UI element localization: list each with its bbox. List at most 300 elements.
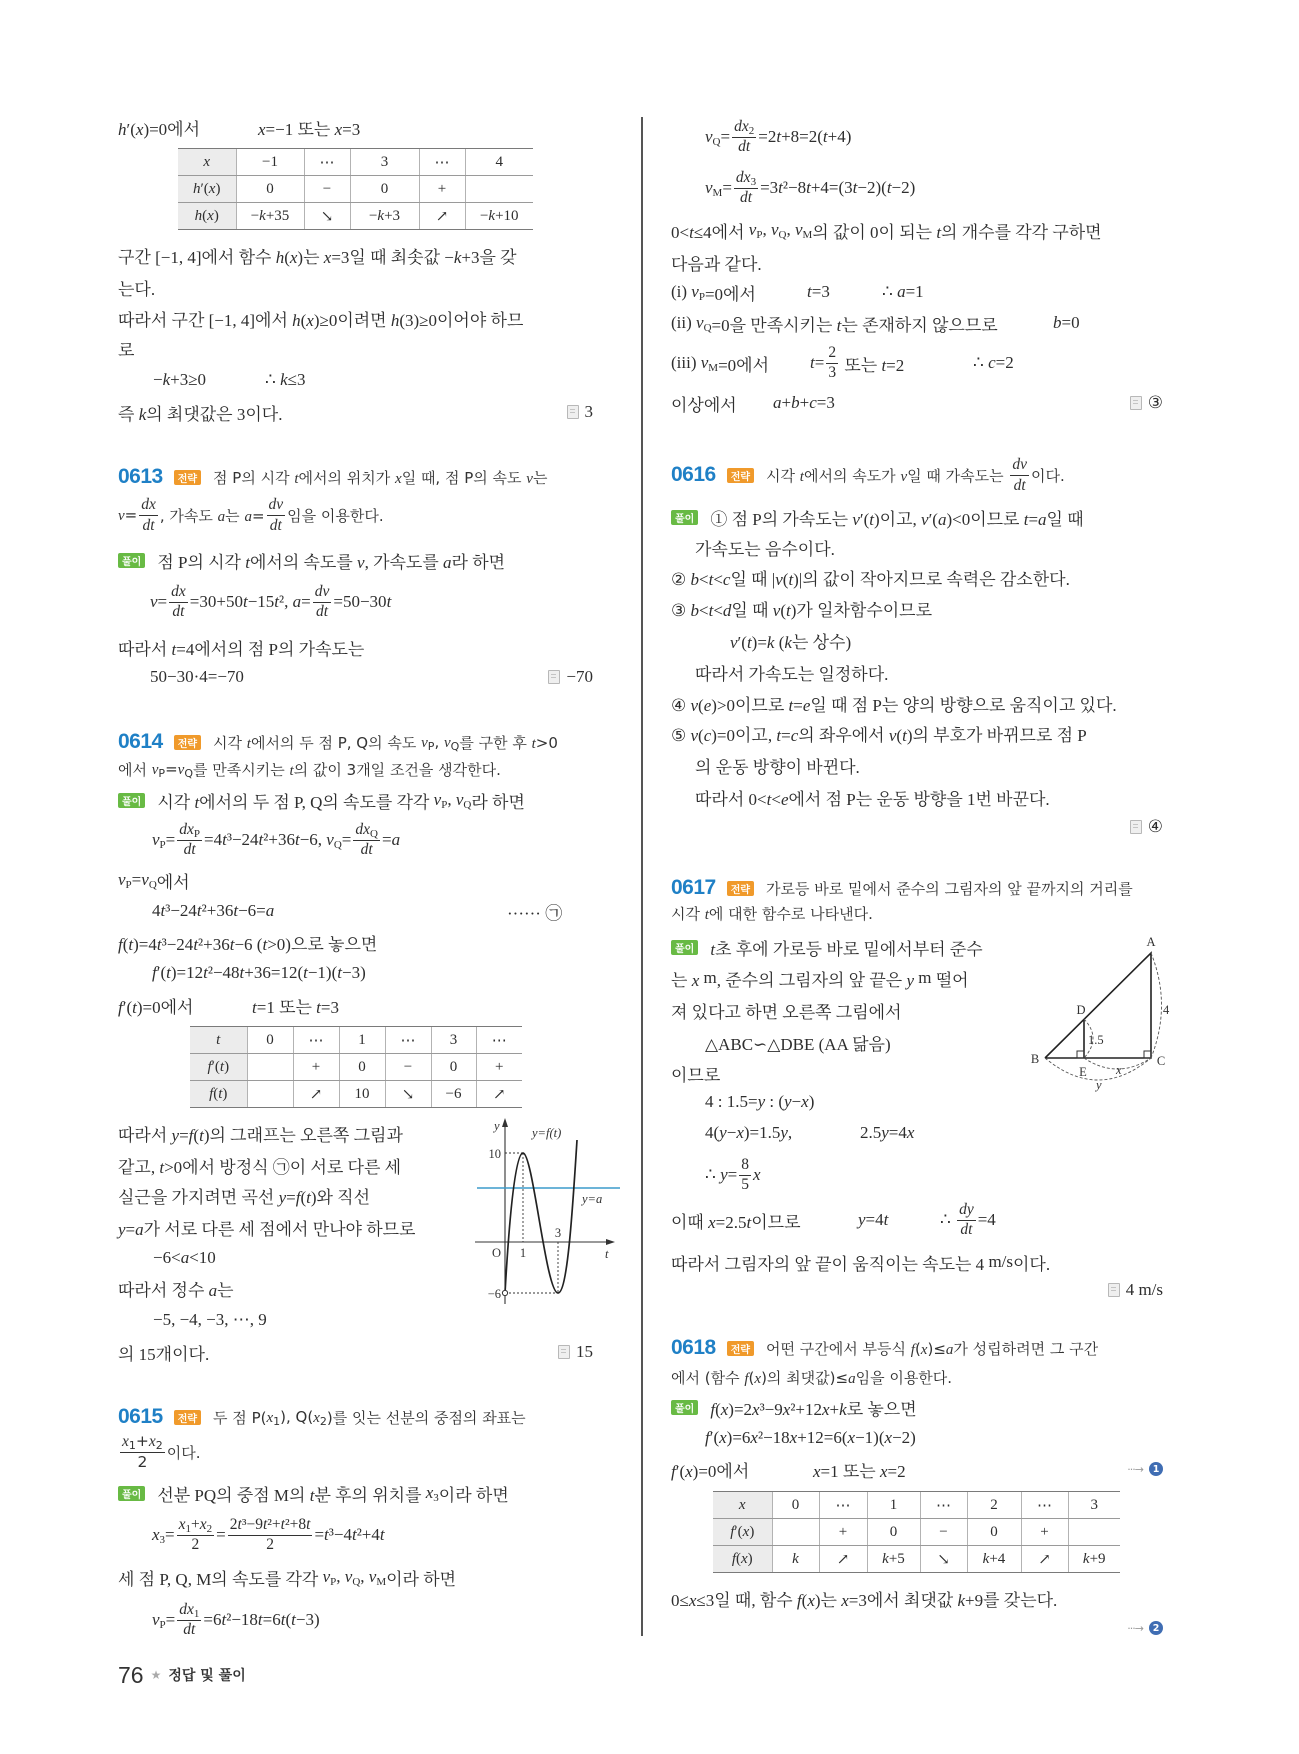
text-fragment: − <box>726 1123 737 1142</box>
text-line <box>671 963 969 993</box>
math-variable: y <box>171 1125 180 1145</box>
text-fragment: +4=(3 <box>810 178 853 197</box>
answer-icon <box>1130 820 1142 834</box>
math-variable: x <box>688 1590 697 1610</box>
text-run <box>758 127 851 147</box>
math-variable: a <box>848 1370 856 1387</box>
math-variable: e <box>780 789 789 809</box>
text-run <box>671 903 873 924</box>
text-run <box>671 691 1117 716</box>
math-variable: dt <box>738 137 751 155</box>
text-fragment: : ( <box>765 1092 784 1111</box>
math-variable: dt <box>269 516 282 534</box>
symbol-base <box>691 282 699 301</box>
text-fragment: 4( <box>705 1123 720 1142</box>
text-fragment: )≤ <box>927 1339 946 1358</box>
text-fragment: 는 <box>217 1280 234 1300</box>
text-fragment: ( <box>285 1610 292 1629</box>
text-run <box>213 732 421 753</box>
symbol-subscript: Q <box>148 879 157 891</box>
math-variable: t <box>379 1525 385 1544</box>
math-variable: x <box>266 1409 274 1426</box>
text-run <box>150 592 167 612</box>
text-fragment: )의 그래프는 오른쪽 그림과 <box>203 1125 403 1145</box>
text-fragment: 로 놓으면 <box>846 1399 917 1419</box>
text-fragment: ( <box>202 207 208 224</box>
fraction-numerator <box>177 822 202 841</box>
text-run <box>190 592 311 612</box>
text-fragment: 에서의 속도를 <box>249 552 358 572</box>
text-fragment: ∴ <box>882 282 898 301</box>
text-line <box>118 1180 370 1210</box>
math-variable: x <box>135 119 144 139</box>
symbol-subscript: P <box>125 879 132 891</box>
fraction-denominator <box>958 1221 974 1239</box>
text-run <box>152 901 274 921</box>
math-variable: v <box>705 127 713 146</box>
subscripted-symbol <box>141 870 157 890</box>
text-fragment: + <box>799 393 810 412</box>
math-variable: v <box>421 734 428 751</box>
math-variable: k <box>377 207 385 224</box>
text-fragment: = <box>301 592 311 611</box>
text-fragment: 2.5 <box>860 1123 882 1142</box>
symbol-subscript: P <box>441 799 448 811</box>
text-fragment: 를 구한 후 <box>459 733 532 752</box>
text-fragment: =30+50 <box>189 592 243 611</box>
table-cell: + <box>819 1519 867 1546</box>
math-variable: t <box>289 762 294 779</box>
table-cell: ↗ <box>293 1081 339 1108</box>
fraction-denominator <box>359 841 375 859</box>
equation-tag <box>507 896 562 926</box>
solution-text <box>157 1481 508 1506</box>
symbol-subscript: 1 <box>273 1414 281 1428</box>
subscripted-symbol <box>771 220 787 240</box>
math-variable: t <box>218 1085 223 1102</box>
math-variable: t <box>351 1525 357 1544</box>
text-run: =4 <box>977 1210 996 1229</box>
text-run: =0에서 <box>718 355 770 375</box>
text-fragment: ( <box>193 1125 200 1145</box>
math-variable: k <box>982 1550 990 1567</box>
symbol-subscript: P <box>158 766 166 780</box>
text-fragment: = <box>314 1525 325 1544</box>
text-fragment: =6 <box>203 1610 222 1629</box>
math-variable: t <box>237 1515 242 1533</box>
text-fragment: 0< <box>671 222 690 242</box>
text-line <box>671 1583 1057 1613</box>
math-variable: f <box>118 997 123 1017</box>
text-fragment: ( <box>698 695 704 715</box>
text-fragment: 선분 PQ의 중점 M의 <box>157 1485 310 1505</box>
math-variable: dx <box>355 820 371 838</box>
text-fragment: < <box>713 600 723 620</box>
math-variable: y <box>719 1123 727 1142</box>
math-variable: t <box>132 997 137 1017</box>
choice-line <box>671 562 1070 592</box>
text-run <box>712 311 998 336</box>
text-fragment: )=0에서 <box>136 997 194 1017</box>
text-fragment: ) <box>747 1550 753 1567</box>
fraction <box>739 1157 751 1193</box>
text-fragment: ( <box>284 247 290 267</box>
solution-text <box>710 1395 916 1420</box>
text-run: 의 운동 방향이 바뀐다. <box>695 757 860 777</box>
text-line <box>118 1118 403 1148</box>
fraction-denominator <box>738 189 754 207</box>
text-run <box>184 842 196 859</box>
fraction-numerator <box>267 496 286 516</box>
table-cell <box>713 1519 772 1546</box>
text-run <box>382 830 400 850</box>
math-variable: a <box>1038 509 1047 529</box>
math-variable: x <box>879 1461 888 1481</box>
text-fragment: 에서의 두 점 P, Q의 속도를 각각 <box>199 792 434 812</box>
symbol-base <box>696 313 704 332</box>
text-fragment: )= <box>751 632 767 652</box>
math-variable: t <box>306 1515 311 1533</box>
symbol-subscript: P <box>193 827 201 840</box>
star-icon: ★ <box>150 1668 162 1682</box>
text-fragment: ³−24 <box>165 901 197 920</box>
fraction <box>1010 456 1029 494</box>
strategy-badge: 전략 <box>174 1410 201 1425</box>
text-run: ······ ㉠ <box>507 903 563 923</box>
fraction-numerator <box>120 1433 165 1453</box>
case-line <box>671 348 769 378</box>
math-variable: a <box>135 1219 144 1239</box>
symbol-subscript: Q <box>703 322 712 334</box>
formula-line <box>152 820 401 858</box>
text-fragment: ′( <box>928 509 938 529</box>
text-run <box>118 1215 415 1240</box>
subscripted-symbol <box>326 830 342 850</box>
text-run <box>671 218 749 243</box>
problem-header <box>118 462 547 492</box>
text-fragment: ≤3 <box>287 370 306 389</box>
text-fragment: 시각 <box>766 466 800 485</box>
text-fragment: +12=6( <box>797 1428 848 1447</box>
text-fragment: =4 <box>204 830 223 849</box>
step-marker-1 <box>1127 1454 1163 1484</box>
text-run: , <box>336 1567 345 1586</box>
text-fragment: 따라서 <box>118 639 172 659</box>
strategy-badge: 전략 <box>174 735 201 750</box>
text-fragment: 일 때 점 P는 양의 방향으로 움직이고 있다. <box>810 695 1117 715</box>
table-cell: 3 <box>1068 1492 1120 1519</box>
text-fragment: ≤3일 때, 함수 <box>696 1590 797 1610</box>
math-variable: v <box>690 695 699 715</box>
math-variable: t <box>239 963 245 982</box>
math-variable: v <box>696 313 704 332</box>
math-variable: v <box>748 220 757 239</box>
text-line <box>118 1150 401 1180</box>
math-variable: v <box>141 870 149 889</box>
table-cell: 0 <box>236 176 304 203</box>
problem-number: 0614 <box>118 730 163 753</box>
text-run: = <box>165 1525 175 1544</box>
text-fragment: ²−18 <box>757 1428 790 1447</box>
text-fragment: )와 직선 <box>310 1187 371 1207</box>
solution-line <box>118 785 525 815</box>
symbol-base <box>200 1516 207 1533</box>
text-fragment: ( <box>300 310 307 330</box>
dotted-arrow-icon: ···→ <box>1127 1462 1143 1476</box>
text-run <box>760 178 915 198</box>
math-variable: x <box>906 1123 915 1142</box>
text-run <box>960 1222 972 1239</box>
text-fragment: 또는 <box>840 355 882 375</box>
subscripted-symbol <box>178 760 193 779</box>
subscripted-symbol <box>152 1610 166 1630</box>
strategy-badge: 전략 <box>727 1341 754 1356</box>
text-run <box>753 1165 761 1185</box>
fraction-numerator <box>732 119 756 138</box>
text-fragment: ( <box>698 725 704 745</box>
symbol-subscript: Q <box>352 1576 361 1588</box>
table-cell: 3 <box>431 1027 476 1054</box>
strategy-text <box>766 1338 1098 1359</box>
text-fragment: ( <box>801 1590 808 1610</box>
math-variable: a <box>937 509 947 529</box>
formula-line <box>730 625 851 655</box>
subscripted-symbol <box>705 178 722 198</box>
text-fragment: =0을 만족시키는 <box>711 315 837 335</box>
text-fragment: ( <box>122 934 129 954</box>
strategy-text <box>213 1407 526 1428</box>
text-fragment: = <box>1028 509 1039 529</box>
math-variable: y <box>906 970 914 990</box>
text-fragment: − <box>479 207 489 224</box>
math-variable: dt <box>172 602 185 620</box>
symbol-base <box>141 870 149 889</box>
table-cell: 10 <box>339 1081 385 1108</box>
subscripted-symbol <box>323 1567 337 1587</box>
text-fragment: )≥0이려면 <box>313 310 391 330</box>
text-fragment: +9 <box>1089 1550 1106 1567</box>
table-cell <box>772 1546 819 1573</box>
subscripted-symbol <box>266 1408 280 1427</box>
table-cell: ⋯ <box>819 1492 867 1519</box>
choice-line <box>671 593 932 623</box>
symbol-base <box>705 127 713 146</box>
text-run <box>705 1165 737 1185</box>
math-variable: a <box>897 282 906 301</box>
math-variable: k <box>957 1590 966 1610</box>
upright-run: m <box>703 968 717 987</box>
text-run: 두 점 P( <box>213 1408 267 1427</box>
text-run: 2 <box>191 1535 200 1553</box>
table-cell <box>465 176 533 203</box>
math-variable: x <box>884 1428 893 1447</box>
text-fragment: 에서 점 P는 운동 방향을 1번 바꾼다. <box>788 789 1050 809</box>
text-run <box>810 353 824 373</box>
text-run <box>118 993 193 1018</box>
table-cell: − <box>920 1519 967 1546</box>
text-line <box>118 1562 456 1592</box>
subscripted-symbol <box>118 870 132 890</box>
math-variable: c <box>703 725 712 745</box>
text-run: 다음과 같다. <box>671 254 762 274</box>
right-angle-icon <box>1077 1051 1084 1058</box>
symbol-base <box>323 1567 331 1586</box>
text-fragment: >0에서 방정식 ㉠이 서로 다른 세 <box>164 1157 402 1177</box>
text-fragment: ²+12 <box>790 1399 822 1419</box>
math-variable: t <box>229 934 235 954</box>
table-cell: ↘ <box>920 1546 967 1573</box>
formula-line <box>118 112 200 142</box>
math-variable: t <box>799 468 804 485</box>
fraction-denominator <box>826 364 838 382</box>
text-run <box>203 1610 319 1630</box>
text-fragment: 4 : 1.5= <box>705 1092 758 1111</box>
text-fragment: )=0이고, <box>711 725 777 745</box>
text-fragment: , 가속도를 <box>364 552 444 572</box>
table-header-row <box>713 1492 1120 1519</box>
fraction-numerator <box>957 1202 976 1221</box>
math-variable: t <box>806 178 811 197</box>
text-run: 2 <box>828 343 837 361</box>
text-run <box>252 993 339 1018</box>
text-run <box>258 115 360 140</box>
math-variable: e <box>802 695 811 715</box>
text-fragment: =4에서의 점 P의 가속도는 <box>176 639 365 659</box>
text-run <box>269 496 284 514</box>
math-variable: f <box>118 934 123 954</box>
solution-badge: 풀이 <box>671 940 698 955</box>
section-title: 정답 및 풀이 <box>168 1668 246 1684</box>
subscripted-symbol <box>369 1567 386 1587</box>
math-variable: t <box>291 1610 296 1629</box>
symbol-subscript: Q <box>463 799 472 811</box>
text-fragment: 구간 [−1, 4]에서 함수 <box>118 247 276 267</box>
text-run <box>118 1121 403 1146</box>
math-variable: t <box>883 1210 889 1229</box>
text-fragment: ∴ <box>973 353 989 372</box>
math-variable: t <box>233 901 239 920</box>
text-fragment: , <box>787 1123 793 1142</box>
text-fragment: −6 ( <box>234 934 263 954</box>
answer-value: ③ <box>1147 393 1163 412</box>
symbol-subscript: 2 <box>319 1414 327 1428</box>
strategy-text <box>766 456 1065 494</box>
subscripted-symbol <box>200 1517 212 1534</box>
math-variable: dt <box>183 1620 196 1638</box>
text-fragment: 따라서 0< <box>695 789 767 809</box>
table-cell <box>178 176 236 203</box>
answer-mark <box>548 662 593 692</box>
text-fragment: ³−24 <box>226 830 259 849</box>
math-variable: v <box>326 830 334 849</box>
subscripted-symbol <box>149 1433 163 1451</box>
subscripted-symbol <box>421 733 434 752</box>
text-fragment: =2 <box>887 1461 906 1481</box>
text-run: 가속도는 음수이다. <box>695 539 835 559</box>
math-variable: v <box>690 725 699 745</box>
solution-line <box>671 932 983 962</box>
math-variable: x <box>742 1523 750 1540</box>
math-variable: t <box>807 282 812 301</box>
fraction <box>228 1517 313 1553</box>
text-run <box>172 604 184 621</box>
table-cell: 1 <box>339 1027 385 1054</box>
symbol-base <box>421 733 428 751</box>
math-variable: t <box>776 725 782 745</box>
text-run <box>671 1586 1057 1611</box>
text-fragment: ( <box>213 1085 219 1102</box>
text-line <box>695 532 835 562</box>
math-variable: t <box>294 830 300 849</box>
math-variable: t <box>708 569 714 589</box>
text-fragment: 의 최댓값은 3이다. <box>146 404 283 424</box>
text-line <box>118 1212 415 1242</box>
math-variable: t <box>936 222 942 242</box>
symbol-base <box>355 821 370 838</box>
math-variable: x <box>741 1550 748 1567</box>
math-variable: v <box>344 1567 353 1586</box>
text-fragment: = <box>814 353 825 372</box>
math-variable: a <box>443 552 452 572</box>
fraction <box>177 1517 215 1553</box>
tick-label: 10 <box>488 1147 501 1161</box>
symbol-base <box>326 830 334 849</box>
table-cell: + <box>476 1054 522 1081</box>
text-fragment: 점 P의 시각 <box>157 552 246 572</box>
fraction-denominator <box>736 138 752 156</box>
table-header-row <box>178 149 533 176</box>
table-cell: + <box>1021 1519 1068 1546</box>
table-row <box>190 1081 522 1108</box>
math-variable: c <box>790 725 799 745</box>
text-fragment: ( <box>782 569 789 589</box>
text-fragment: <10 <box>189 1248 216 1267</box>
text-fragment: +36=12( <box>244 963 304 982</box>
text-run <box>459 732 558 753</box>
math-variable: t <box>786 600 791 620</box>
math-variable: t <box>531 735 536 752</box>
text-run <box>959 1202 974 1219</box>
math-variable: dx <box>734 117 749 135</box>
math-variable: t <box>219 1058 225 1075</box>
text-line <box>671 247 762 277</box>
text-line <box>671 1454 749 1484</box>
text-run: 로 <box>118 340 135 360</box>
text-fragment: < <box>713 569 723 589</box>
answer-mark <box>558 1337 593 1367</box>
formula-line <box>940 1200 996 1238</box>
text-run: 이다. <box>1031 466 1065 485</box>
text-fragment: =50−30 <box>333 592 387 611</box>
math-variable: e <box>703 695 712 715</box>
text-line <box>118 1273 234 1303</box>
text-fragment: )=6 <box>726 1428 751 1447</box>
math-variable: t <box>216 1031 221 1048</box>
text-run: =0에서 <box>704 284 756 304</box>
text-fragment: −6, <box>299 830 327 849</box>
table-cell: −1 <box>236 149 304 176</box>
text-fragment: 즉 <box>118 404 139 424</box>
text-fragment: =4 <box>865 1210 884 1229</box>
length-label: 1.5 <box>1088 1033 1104 1047</box>
strategy-text <box>213 732 558 753</box>
table-cell: −6 <box>431 1081 476 1108</box>
text-run: 따라서 그림자의 앞 끝이 움직이는 속도는 4 <box>671 1254 989 1274</box>
table-cell: 0 <box>431 1054 476 1081</box>
strategy-line <box>671 898 873 928</box>
text-fragment: ) <box>215 180 221 197</box>
text-run <box>1053 313 1080 333</box>
